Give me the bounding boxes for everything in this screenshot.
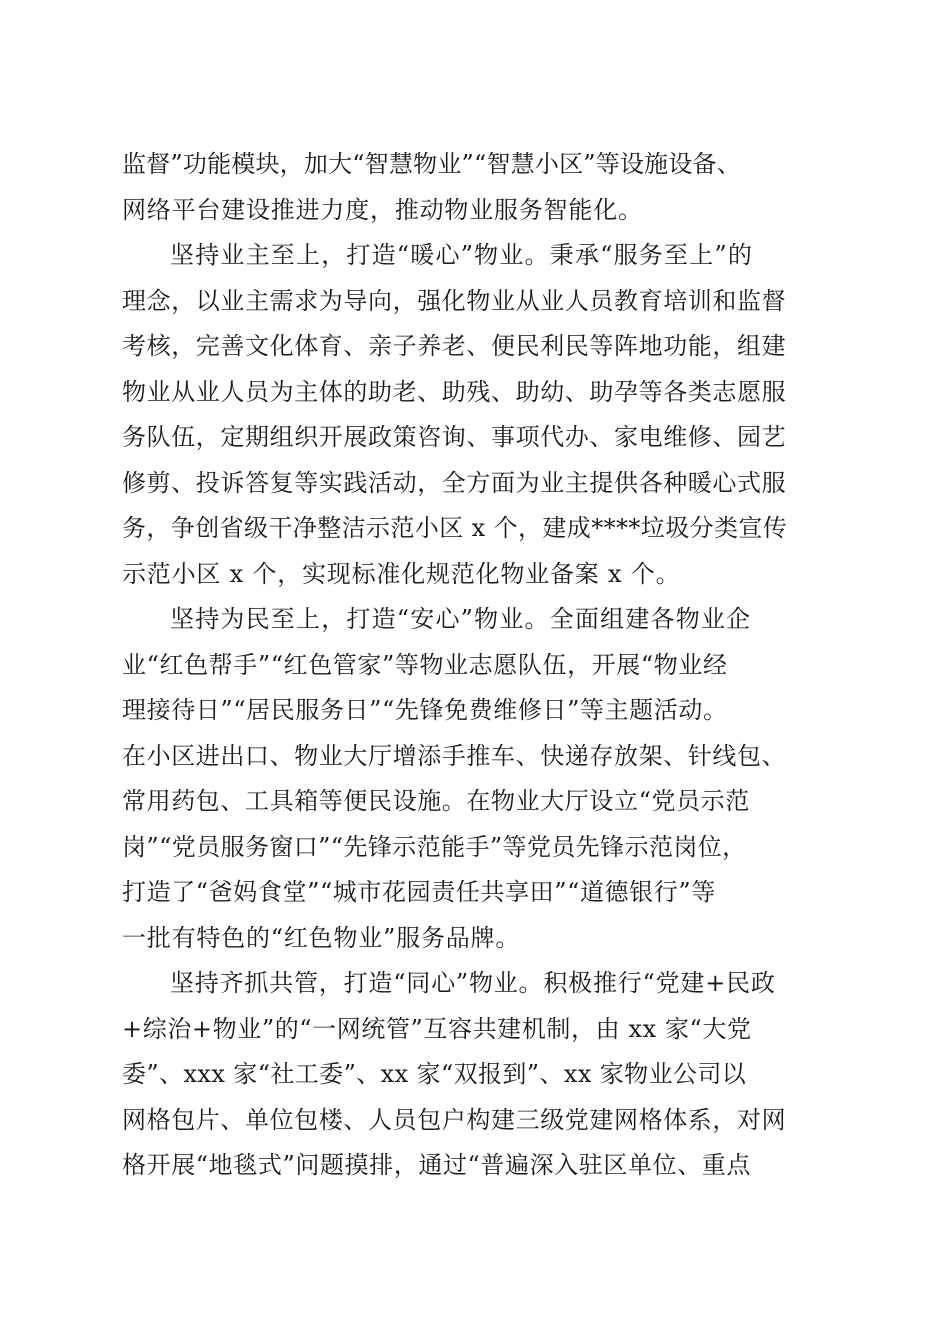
text-line: 格开展“地毯式”问题摸排，通过“普遍深入驻区单位、重点 <box>122 1151 752 1179</box>
text-line: +综治+物业”的“一网统管”互容共建机制，由 xx 家“大党 <box>122 1014 752 1043</box>
text-line: 务队伍，定期组织开展政策咨询、事项代办、家电维修、园艺 <box>122 423 787 451</box>
text-line: 考核，完善文化体育、亲子养老、便民利民等阵地功能，组建 <box>122 332 787 360</box>
text-line: 一批有特色的“红色物业”服务品牌。 <box>122 923 521 952</box>
text-line: 理接待日”“居民服务日”“先锋免费维修日”等主题活动。 <box>122 696 728 724</box>
paragraph-first-line: 坚持业主至上，打造“暖心”物业。秉承“服务至上”的 <box>170 241 754 269</box>
paragraph-first-line: 坚持为民至上，打造“安心”物业。全面组建各物业企 <box>170 605 752 633</box>
text-line: 业“红色帮手”“红色管家”等物业志愿队伍，开展“物业经 <box>122 650 728 679</box>
text-line: 委”、xxx 家“社工委”、xx 家“双报到”、xx 家物业公司以 <box>122 1060 747 1088</box>
text-line: 示范小区 x 个，实现标准化规范化物业备案 x 个。 <box>122 559 681 588</box>
text-line: 打造了“爸妈食堂”“城市花园责任共享田”“道德银行”等 <box>122 878 716 906</box>
text-line: 理念，以业主需求为导向，强化物业从业人员教育培训和监督 <box>122 286 787 315</box>
text-line: 监督”功能模块，加大“智慧物业”“智慧小区”等设施设备、 <box>122 150 741 178</box>
text-line: 常用药包、工具箱等便民设施。在物业大厅设立“党员示范 <box>122 787 750 815</box>
text-line: 在小区进出口、物业大厅增添手推车、快递存放架、针线包、 <box>122 741 787 770</box>
paragraph-first-line: 坚持齐抓共管，打造“同心”物业。积极推行“党建+民政 <box>170 969 776 997</box>
text-line: 物业从业人员为主体的助老、助残、助幼、助孕等各类志愿服 <box>122 377 787 406</box>
text-line: 务，争创省级干净整洁示范小区 x 个，建成****垃圾分类宣传 <box>122 514 788 542</box>
body-text <box>122 142 838 1189</box>
text-line: 修剪、投诉答复等实践活动，全方面为业主提供各种暖心式服 <box>122 468 787 497</box>
text-line: 网格包片、单位包楼、人员包户构建三级党建网格体系，对网 <box>122 1105 787 1134</box>
text-line: 岗”“党员服务窗口”“先锋示范能手”等党员先锋示范岗位， <box>122 832 747 861</box>
text-line: 网络平台建设推进力度，推动物业服务智能化。 <box>122 195 643 224</box>
